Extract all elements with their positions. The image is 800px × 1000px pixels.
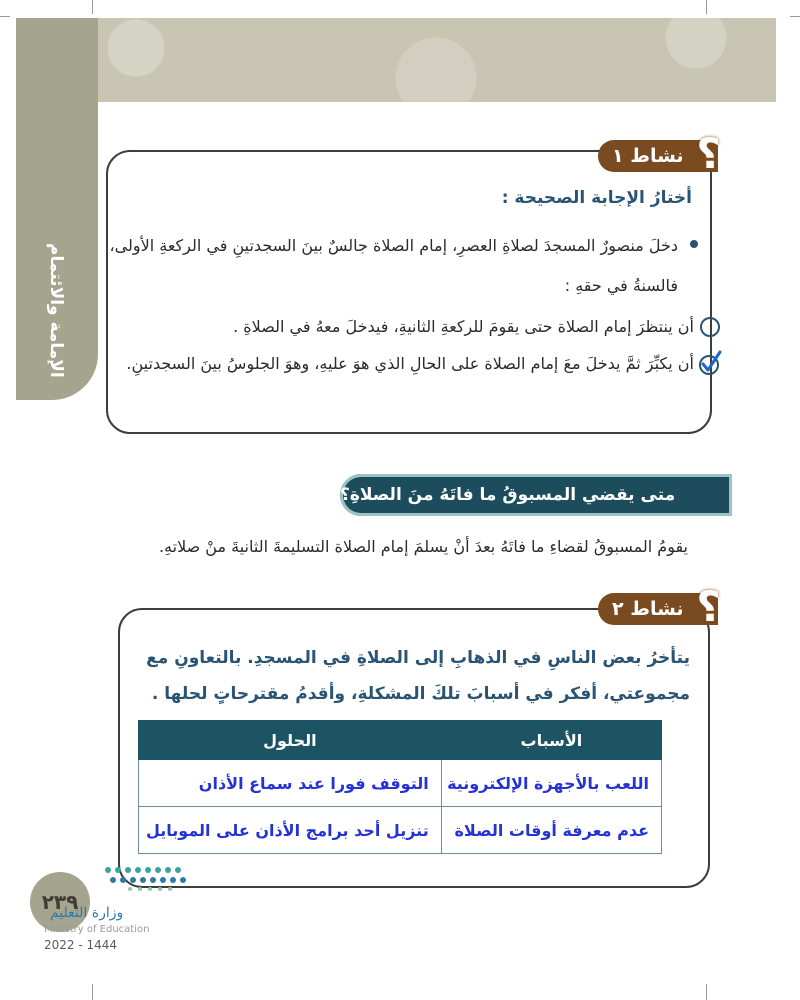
crop-mark bbox=[92, 984, 93, 1000]
crop-mark bbox=[0, 16, 10, 17]
ministry-name-arabic: وزارة التعليم bbox=[50, 905, 124, 921]
answer-option-2-text: أن يكبِّرَ ثمَّ يدخلَ معَ إمام الصلاة على الحالِ الذي هوَ عليهِ، وهوَ الجلوسُ بينَ السجدتينِ. bbox=[126, 354, 694, 373]
table-header-solutions: الحلول bbox=[139, 721, 442, 760]
table-header-causes: الأسباب bbox=[441, 721, 661, 760]
page-number: ٢٣٩ bbox=[30, 872, 90, 932]
activity-1-label bbox=[598, 129, 721, 178]
activity-1-instruction: أختارُ الإجابة الصحيحة : bbox=[501, 188, 692, 208]
crop-mark bbox=[92, 0, 93, 14]
causes-solutions-table bbox=[138, 720, 662, 854]
section-heading-text: متى يقضي المسبوقُ ما فاتَهُ منَ الصلاةِ؟ bbox=[340, 485, 676, 505]
radio-empty-icon[interactable] bbox=[700, 317, 720, 337]
activity-2-label-text: نشاط ٢ bbox=[612, 598, 684, 620]
table-cell[interactable]: تنزيل أحد برامج الأذان على الموبايل bbox=[139, 807, 442, 854]
question-mark-icon: ؟ bbox=[696, 582, 721, 631]
table-cell[interactable]: التوقف فورا عند سماع الأذان bbox=[139, 760, 442, 807]
ministry-logo-icon bbox=[100, 862, 190, 894]
answer-option-1-text: أن ينتظرَ إمام الصلاة حتى يقومَ للركعةِ الثانيةِ، فيدخلَ معهُ في الصلاةِ . bbox=[233, 317, 694, 336]
table-cell[interactable]: اللعب بالأجهزة الإلكترونية bbox=[441, 760, 661, 807]
table-row bbox=[139, 760, 662, 807]
section-body-text: يقومُ المسبوقُ لقضاءِ ما فاتَهُ بعدَ أنْ يسلمَ إمام الصلاة التسليمةَ الثانيةَ منْ صلاتهِ. bbox=[158, 537, 688, 556]
activity-1-label-text: نشاط ١ bbox=[612, 145, 684, 167]
table-cell[interactable]: عدم معرفة أوقات الصلاة bbox=[441, 807, 661, 854]
question-mark-icon: ؟ bbox=[696, 129, 721, 178]
crop-mark bbox=[706, 984, 707, 1000]
crop-mark bbox=[706, 0, 707, 14]
activity-1-question: دخلَ منصورٌ المسجدَ لصلاةِ العصرِ، إمام الصلاة جالسٌ بينَ السجدتينِ في الركعةِ الأولى، فالسنةُ في حقهِ : bbox=[109, 236, 678, 295]
bullet-icon bbox=[690, 240, 700, 250]
unit-title: الإمامة والائتمام bbox=[46, 243, 66, 378]
edition-year: 2022 - 1444 bbox=[44, 938, 118, 952]
crop-mark bbox=[790, 16, 800, 17]
ministry-name-english: Ministry of Education bbox=[44, 924, 150, 935]
table-header-row bbox=[139, 721, 662, 760]
activity-2-prompt: يتأخرُ بعض الناسِ في الذهابِ إلى الصلاةِ في المسجدِ. بالتعاونِ مع مجموعتي، أفكر في أسبابَ تلكَ المشكلةِ، وأقدمُ مقترحاتٍ لحلها . bbox=[146, 648, 690, 704]
top-decorative-band bbox=[16, 18, 776, 102]
section-heading bbox=[340, 474, 732, 516]
table-row bbox=[139, 807, 662, 854]
answer-option-1[interactable] bbox=[114, 308, 694, 346]
activity-2-label bbox=[598, 582, 721, 631]
answer-option-2[interactable] bbox=[114, 345, 694, 383]
checkmark-icon[interactable] bbox=[698, 349, 722, 377]
